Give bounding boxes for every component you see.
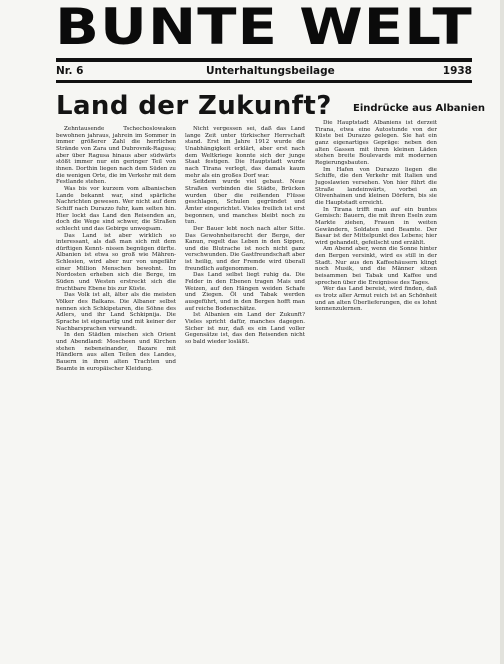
issue-info-bar	[56, 63, 472, 79]
column-paragraph: Nicht vergessen sei, daß das Land lange Zeit unter türkischer Herrschaft stand. Erst im Jahre 1912 wurde die Unabhängigkeit erklärt, aber erst nach dem Weltkriege konnte sich der junge Staat festigen. Die Hauptstadt wurde nach Tirana verlegt, das damals kaum mehr als ein großes Dorf war.	[185, 126, 305, 179]
article-headline: Land der Zukunft?	[56, 91, 332, 121]
column-paragraph: Der Bauer lebt noch nach alter Sitte. Das Gewohnheitsrecht der Berge, der Kanun, regelt das Leben in den Sippen, und die Blutrache ist noch nicht ganz verschwunden. Die Gastfreundschaft aber ist heilig, und der Fremde wird überall freundlich aufgenommen.	[185, 225, 305, 272]
page-edge-shadow	[500, 0, 504, 664]
article-column-3	[315, 120, 437, 664]
column-paragraph: Das Land ist aber wirklich so interessant, als daß man sich mit dem dürftigen Kennt- nissen begnügen dürfte. Albanien ist etwa so groß wie Mähren-Schlesien, wird aber nur von ungefähr einer Million Menschen bewohnt. Im Nordosten erheben sich die Berge, im Süden und Westen erstreckt sich die fruchtbare Ebene bis zur Küste.	[56, 232, 176, 292]
masthead-title: BUNTE WELT	[55, 0, 473, 56]
column-paragraph: Das Land selbst liegt ruhig da. Die Felder in den Ebenen tragen Mais und Weizen, auf den Hängen weiden Schafe und Ziegen. Öl und Tabak werden ausgeführt, und in den Bergen hofft man auf reiche Bodenschätze.	[185, 272, 305, 312]
article-column-2	[185, 126, 305, 664]
column-paragraph: Die Hauptstadt Albaniens ist derzeit Tirana, etwa eine Autostunde von der Küste bei Durazzo gelegen. Sie hat ein ganz eigenartiges Gepräge: neben den alten Gassen mit ihren kleinen Läden stehen breite Boulevards mit modernen Regierungsbauten.	[315, 120, 437, 166]
masthead-bottom-rule	[56, 80, 472, 83]
issue-number: Nr. 6	[56, 65, 84, 77]
issue-year: 1938	[442, 65, 472, 77]
column-paragraph: Im Hafen von Durazzo liegen die Schiffe, die den Verkehr mit Italien und Jugoslawien versehen. Von hier führt die Straße landeinwärts, vorbei an Olivenhainen und kleinen Dörfern, bis sie die Hauptstadt erreicht.	[315, 166, 437, 206]
column-paragraph: Ist Albanien ein Land der Zukunft? Vieles spricht dafür, manches dagegen. Sicher ist nur, daß es ein Land voller Gegensätze ist, das den Reisenden nicht so bald wieder losläßt.	[185, 312, 305, 345]
article-subhead: Eindrücke aus Albanien	[353, 103, 485, 114]
column-paragraph: Seitdem wurde viel gebaut. Neue Straßen verbinden die Städte, Brücken wurden über die reißenden Flüsse geschlagen, Schulen gegründet und Ämter eingerichtet. Vieles freilich ist erst begonnen, und manches bleibt noch zu tun.	[185, 179, 305, 226]
column-paragraph: In Tirana trifft man auf ein buntes Gemisch: Bauern, die mit ihren Eseln zum Markte ziehen, Frauen in weiten Gewändern, Soldaten und Beamte. Der Basar ist der Mittelpunkt des Lebens; hier wird gehandelt, gefeilscht und erzählt.	[315, 206, 437, 246]
column-paragraph: In den Städten mischen sich Orient und Abendland: Moscheen und Kirchen stehen nebeneinander, Bazare mit Händlern aus allen Teilen des Landes, Bauern in ihren alten Trachten und Beamte in europäischer Kleidung.	[56, 332, 176, 372]
column-paragraph: Wer das Land bereist, wird finden, daß es trotz aller Armut reich ist an Schönheit und an alten Überlieferungen, die es lohnt kennenzulernen.	[315, 286, 437, 313]
column-paragraph: Am Abend aber, wenn die Sonne hinter den Bergen versinkt, wird es still in der Stadt. Nur aus den Kaffeehäusern klingt noch Musik, und die Männer sitzen beisammen bei Tabak und Kaffee und sprechen über die Ereignisse des Tages.	[315, 246, 437, 286]
masthead-top-rule	[56, 58, 472, 62]
section-name: Unterhaltungsbeilage	[206, 65, 335, 77]
article-column-1	[56, 126, 176, 664]
column-paragraph: Das Volk ist alt, älter als die meisten Völker des Balkans. Die Albaner selbst nennen sich Schkipetaren, die Söhne des Adlers, und ihr Land Schkipnija. Die Sprache ist eigenartig und mit keiner der Nachbarsprachen verwandt.	[56, 292, 176, 332]
column-paragraph: Zehntausende Tschechoslowaken bewohnen jahraus, jahrein im Sommer in immer größerer Zahl die herrlichen Strände von Zara und Dubrovnik-Ragusa; aber über Ragusa hinaus aber südwärts stößt immer nur ein geringer Teil von ihnen. Dorthin liegen nach dem Süden zu die wenigen Orte, die im Verkehr mit dem Festlande stehen.	[56, 126, 176, 186]
column-paragraph: Was bis vor kurzem vom albanischen Lande bekannt war, sind spärliche Nachrichten gewesen. Wer nicht auf dem Schiff nach Durazzo fuhr, kam selten hin. Hier lockt das Land den Reisenden an, doch die Wege sind schwer, die Straßen schlecht und das Gebirge unwegsam.	[56, 185, 176, 232]
